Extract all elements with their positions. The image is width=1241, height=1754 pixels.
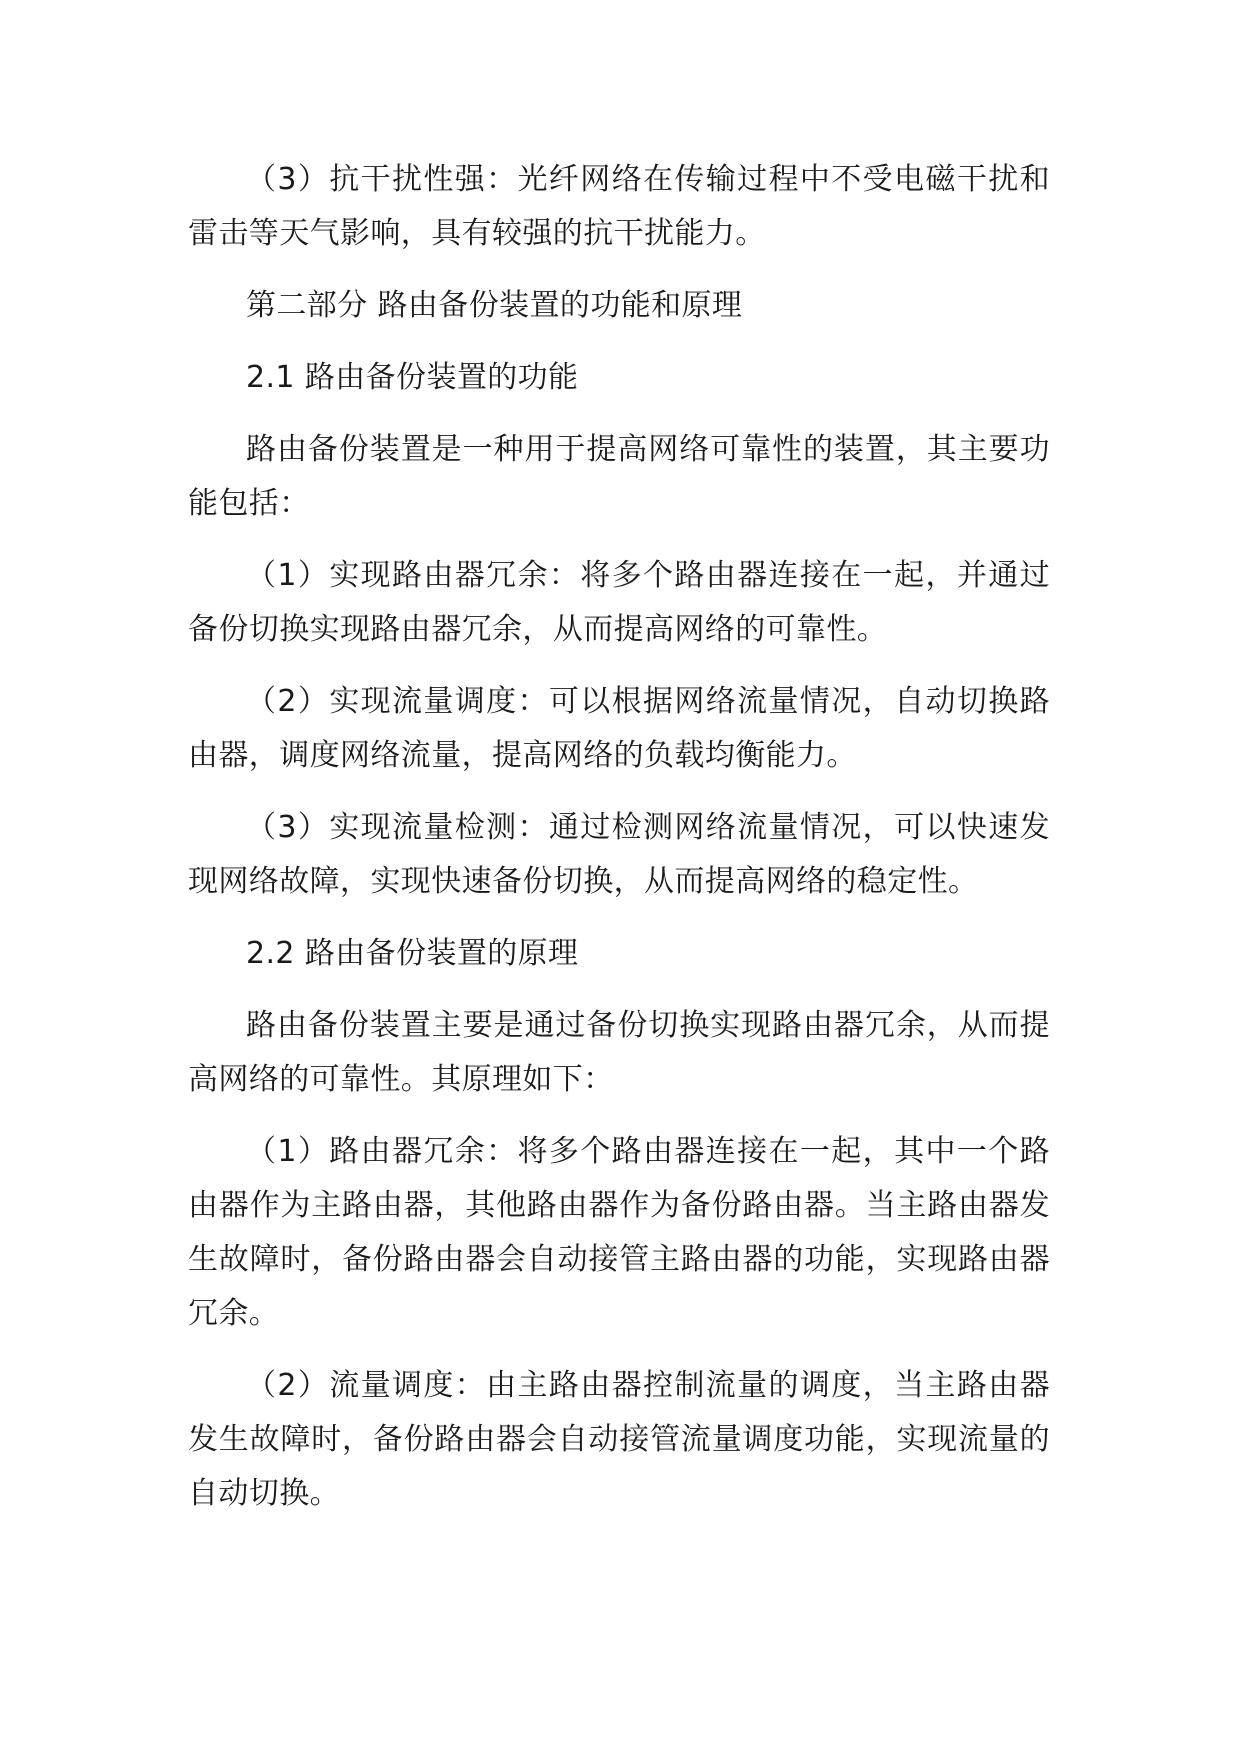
paragraph-traffic-scheduling: （2）实现流量调度：可以根据网络流量情况，自动切换路由器，调度网络流量，提高网络的负载均衡能力。 [188,684,1050,773]
paragraph-functions-intro: 路由备份装置是一种用于提高网络可靠性的装置，其主要功能包括： [188,432,1050,521]
paragraph-anti-interference: （3）抗干扰性强：光纤网络在传输过程中不受电磁干扰和雷击等天气影响，具有较强的抗干扰能力。 [188,162,1050,251]
section-heading-part-two: 第二部分 路由备份装置的功能和原理 [246,288,743,323]
paragraph-principle-intro: 路由备份装置主要是通过备份切换实现路由器冗余，从而提高网络的可靠性。其原理如下： [188,1008,1050,1097]
paragraph-traffic-detection: （3）实现流量检测：通过检测网络流量情况，可以快速发现网络故障，实现快速备份切换，从而提高网络的稳定性。 [188,810,1050,899]
document-body [188,153,1050,1539]
paragraph-router-redundancy: （1）实现路由器冗余：将多个路由器连接在一起，并通过备份切换实现路由器冗余，从而提高网络的可靠性。 [188,558,1050,647]
paragraph-principle-scheduling: （2）流量调度：由主路由器控制流量的调度，当主路由器发生故障时，备份路由器会自动接管流量调度功能，实现流量的自动切换。 [188,1368,1050,1511]
subsection-heading-2-1: 2.1 路由备份装置的功能 [246,360,579,395]
subsection-heading-2-2: 2.2 路由备份装置的原理 [246,936,579,971]
paragraph-principle-redundancy: （1）路由器冗余：将多个路由器连接在一起，其中一个路由器作为主路由器，其他路由器作为备份路由器。当主路由器发生故障时，备份路由器会自动接管主路由器的功能，实现路由器冗余。 [188,1134,1050,1331]
